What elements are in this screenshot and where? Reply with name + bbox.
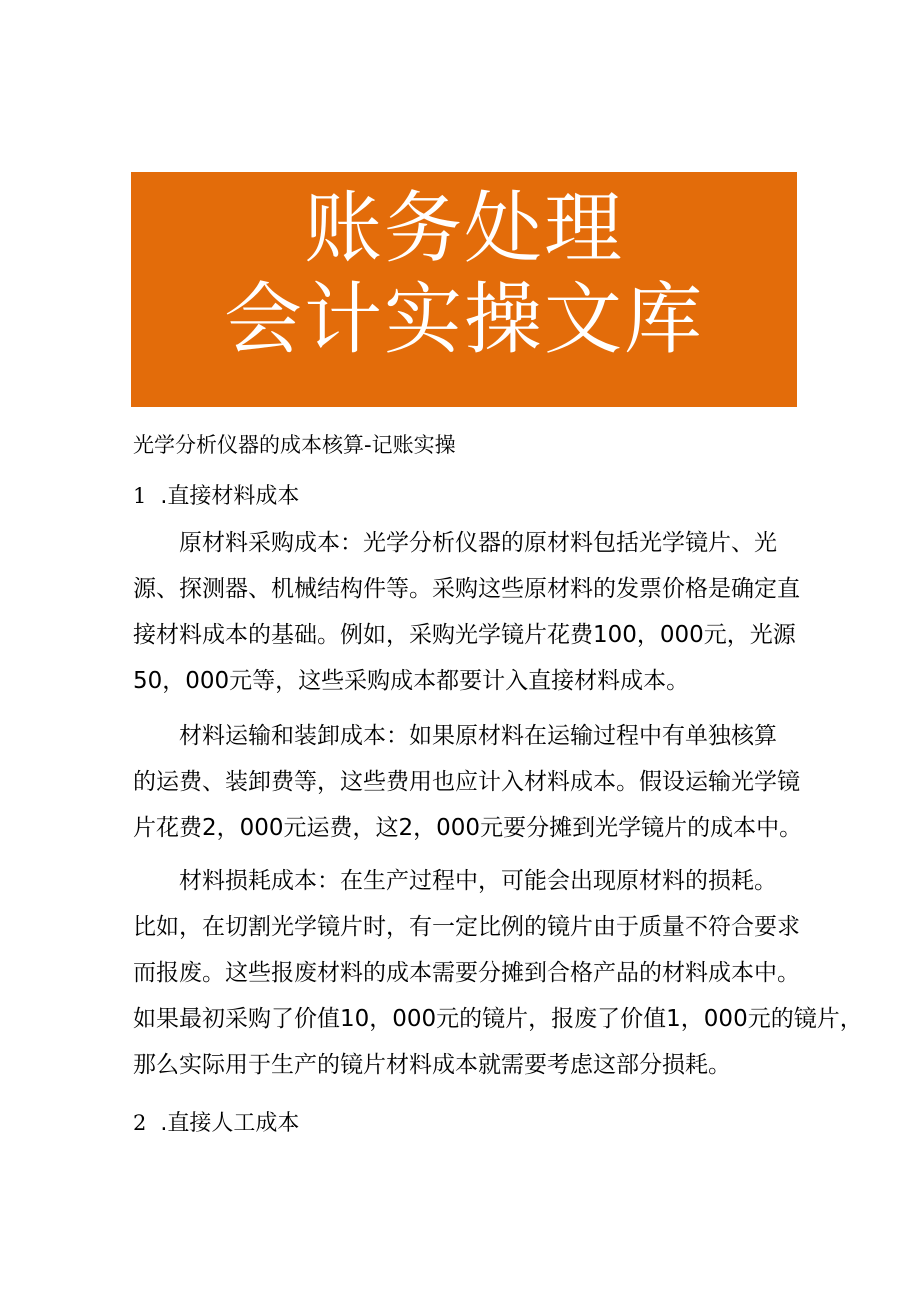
banner-title-line-2: 会计实操文库 (223, 275, 704, 365)
section-number: 2 (133, 1111, 147, 1135)
paragraph-line: 那么实际用于生产的镜片材料成本就需要考虑这部分损耗。 (133, 1052, 731, 1078)
paragraph-line: 材料损耗成本：在生产过程中，可能会出现原材料的损耗。 (179, 868, 777, 894)
paragraph-transport-handling (133, 713, 803, 851)
paragraph-line: 而报废。这些报废材料的成本需要分摊到合格产品的材料成本中。 (133, 960, 800, 986)
paragraph-line: 接材料成本的基础。例如，采购光学镜片花费100，000元，光源 (133, 622, 796, 648)
paragraph-line: 材料运输和装卸成本：如果原材料在运输过程中有单独核算 (179, 723, 777, 749)
paragraph-line: 如果最初采购了价值10，000元的镜片，报废了价值1，000元的镜片， (133, 1006, 863, 1032)
paragraph-line: 的运费、装卸费等，这些费用也应计入材料成本。假设运输光学镜 (133, 769, 800, 795)
section-title: .直接人工成本 (160, 1111, 300, 1136)
paragraph-line: 原材料采购成本：光学分析仪器的原材料包括光学镜片、光 (179, 530, 777, 556)
paragraph-line: 比如，在切割光学镜片时，有一定比例的镜片由于质量不符合要求 (133, 914, 800, 940)
paragraph-line: 源、探测器、机械结构件等。采购这些原材料的发票价格是确定直 (133, 576, 800, 602)
section-number: 1 (133, 484, 147, 508)
paragraph-raw-material-purchase (133, 520, 803, 704)
section-heading-1 (133, 481, 299, 512)
banner-title-line-1: 账务处理 (303, 184, 624, 274)
section-title: .直接材料成本 (160, 484, 300, 509)
paragraph-line: 50，000元等，这些采购成本都要计入直接材料成本。 (133, 668, 690, 694)
paragraph-line: 片花费2，000元运费，这2，000元要分摊到光学镜片的成本中。 (133, 815, 803, 841)
document-title: 光学分析仪器的成本核算-记账实操 (133, 433, 456, 457)
paragraph-material-loss (133, 858, 863, 1088)
section-heading-2 (133, 1108, 299, 1139)
title-banner (131, 172, 797, 407)
